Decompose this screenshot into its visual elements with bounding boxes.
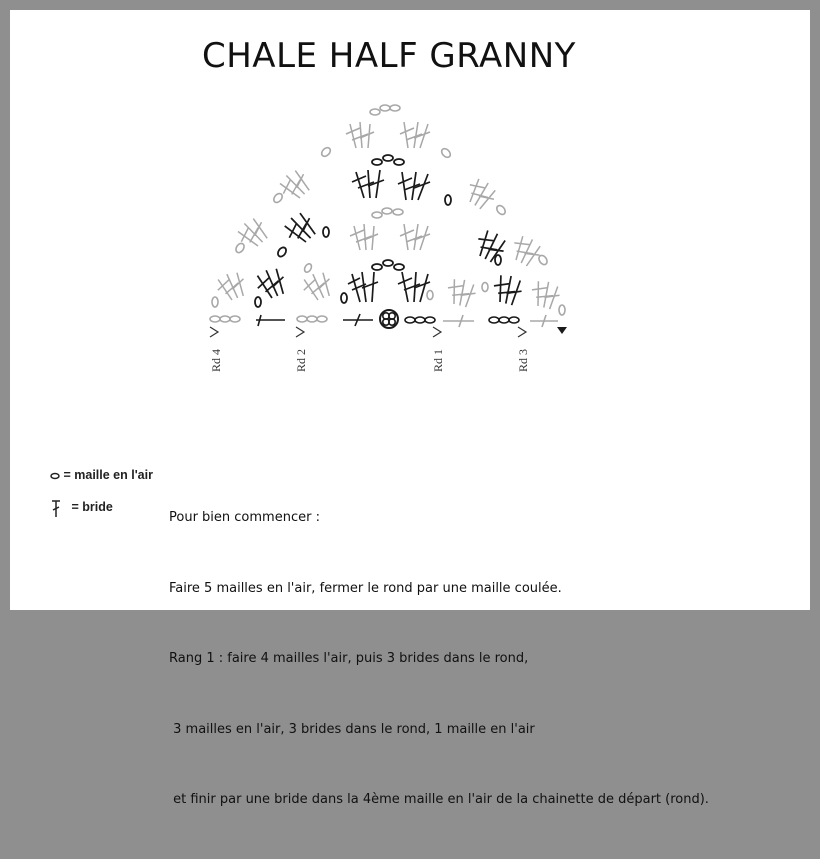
round-label-4: Rd 4 (209, 348, 223, 372)
legend-chain-label: = maille en l'air (63, 468, 153, 482)
baseline-row (210, 310, 567, 334)
dc-cluster (300, 269, 335, 303)
chain-stitch-oval-icon (50, 471, 60, 481)
dc-cluster (528, 278, 562, 310)
instruction-line: Faire 5 mailles en l'air, fermer le rond par une maille coulée. (169, 580, 562, 596)
dc-cluster (400, 224, 430, 250)
dc-cluster (350, 224, 378, 250)
dc-cluster (346, 122, 374, 148)
dc-cluster (280, 209, 319, 248)
legend-double-crochet (50, 498, 113, 518)
dc-cluster (444, 276, 478, 308)
round-label-2: Rd 2 (294, 348, 308, 372)
dc-cluster (348, 272, 378, 302)
double-crochet-symbol-icon (50, 498, 62, 518)
instruction-line: et finir par une bride dans la 4ème maille en l'air de la chainette de départ (rond). (169, 792, 709, 807)
round-label-3: Rd 3 (516, 348, 530, 372)
dc-cluster (400, 122, 430, 148)
dc-cluster (253, 266, 289, 302)
instruction-line: Rang 1 : faire 4 mailles l'air, puis 3 brides dans le rond, (169, 651, 529, 666)
dc-cluster (462, 175, 500, 212)
dc-cluster (398, 272, 430, 302)
instruction-line: Pour bien commencer : (169, 510, 320, 525)
dc-cluster (398, 172, 430, 200)
pattern-sheet (10, 10, 810, 807)
page-title: CHALE HALF GRANNY (202, 36, 576, 76)
dc-cluster (471, 227, 509, 265)
dc-cluster (352, 170, 384, 198)
chain-stitches-light (212, 105, 565, 315)
dc-cluster (234, 215, 272, 253)
dc-cluster (507, 232, 544, 269)
round-marker-chevrons (210, 327, 526, 337)
crochet-chart-diagram (10, 10, 810, 450)
instruction-line: 3 mailles en l'air, 3 brides dans le rond, 1 maille en l'air (169, 721, 535, 737)
legend-chain-stitch (50, 468, 153, 482)
round-label-1: Rd 1 (431, 348, 445, 372)
dc-cluster (214, 269, 249, 303)
legend-dc-label: = bride (71, 500, 113, 515)
instructions-text (169, 459, 709, 859)
dc-cluster (490, 272, 524, 306)
